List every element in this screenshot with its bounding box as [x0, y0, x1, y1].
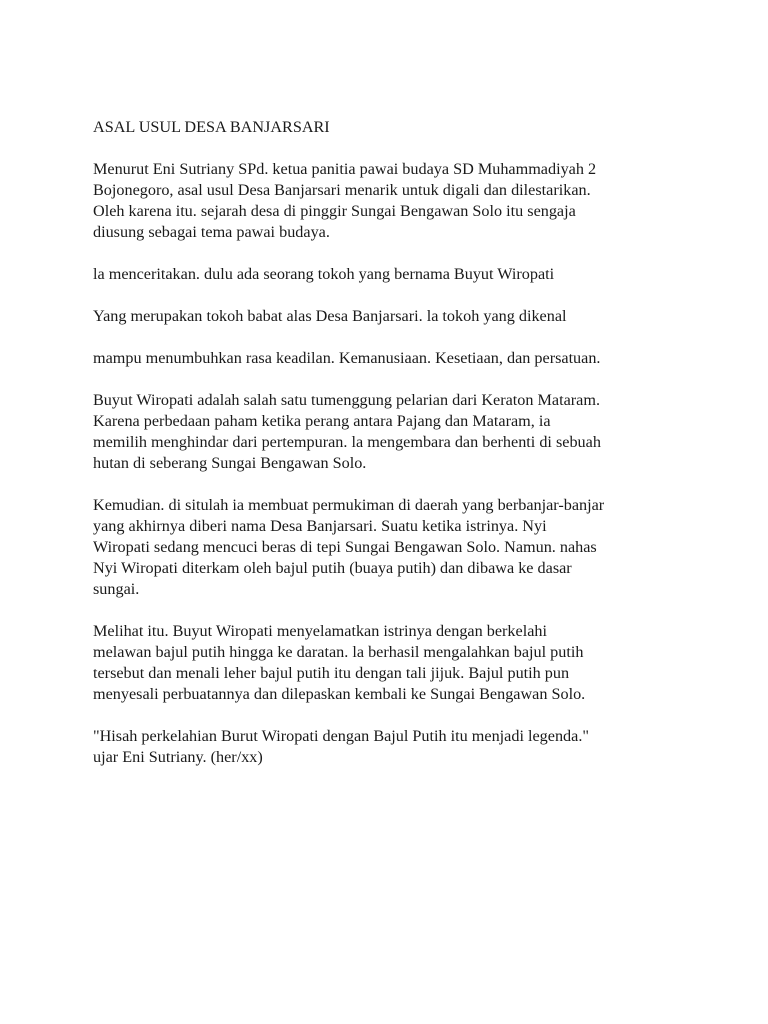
paragraph-line: Menurut Eni Sutriany SPd. ketua panitia pawai budaya SD Muhammadiyah 2	[93, 160, 597, 178]
paragraph-line: menyesali perbuatannya dan dilepaskan kembali ke Sungai Bengawan Solo.	[93, 685, 586, 703]
paragraph-line: memilih menghindar dari pertempuran. la mengembara dan berhenti di sebuah	[93, 433, 601, 451]
paragraph-line: yang akhirnya diberi nama Desa Banjarsari. Suatu ketika istrinya. Nyi	[93, 517, 547, 535]
paragraph-nilai	[93, 348, 693, 369]
paragraph-line: melawan bajul putih hingga ke daratan. la berhasil mengalahkan bajul putih	[93, 643, 584, 661]
paragraph-line: sungai.	[93, 580, 140, 598]
paragraph-intro	[93, 159, 693, 243]
paragraph-line: Karena perbedaan paham ketika perang antara Pajang dan Mataram, ia	[93, 412, 551, 430]
paragraph-tokoh	[93, 264, 693, 285]
paragraph-line: ujar Eni Sutriany. (her/xx)	[93, 748, 263, 766]
paragraph-tumenggung	[93, 390, 693, 474]
paragraph-babat-alas	[93, 306, 693, 327]
paragraph-line: Bojonegoro, asal usul Desa Banjarsari menarik untuk digali dan dilestarikan.	[93, 181, 591, 199]
paragraph-line: Oleh karena itu. sejarah desa di pinggir Sungai Bengawan Solo itu sengaja	[93, 202, 576, 220]
paragraph-line: Nyi Wiropati diterkam oleh bajul putih (buaya putih) dan dibawa ke dasar	[93, 559, 572, 577]
paragraph-permukiman	[93, 495, 693, 600]
paragraph-line: tersebut dan menali leher bajul putih itu dengan tali jijuk. Bajul putih pun	[93, 664, 570, 682]
paragraph-line: Melihat itu. Buyut Wiropati menyelamatkan istrinya dengan berkelahi	[93, 622, 547, 640]
paragraph-line: hutan di seberang Sungai Bengawan Solo.	[93, 454, 367, 472]
document-page	[93, 117, 693, 789]
paragraph-line: mampu menumbuhkan rasa keadilan. Kemanusiaan. Kesetiaan, dan persatuan.	[93, 349, 601, 367]
paragraph-line: "Hisah perkelahian Burut Wiropati dengan Bajul Putih itu menjadi legenda."	[93, 727, 589, 745]
paragraph-quote	[93, 726, 693, 768]
paragraph-line: Buyut Wiropati adalah salah satu tumenggung pelarian dari Keraton Mataram.	[93, 391, 600, 409]
paragraph-line: Kemudian. di situlah ia membuat permukiman di daerah yang berbanjar-banjar	[93, 496, 605, 514]
paragraph-perkelahian	[93, 621, 693, 705]
document-title: ASAL USUL DESA BANJARSARI	[93, 118, 330, 136]
paragraph-line: Yang merupakan tokoh babat alas Desa Banjarsari. la tokoh yang dikenal	[93, 307, 567, 325]
paragraph-line: Wiropati sedang mencuci beras di tepi Sungai Bengawan Solo. Namun. nahas	[93, 538, 597, 556]
paragraph-line: la menceritakan. dulu ada seorang tokoh yang bernama Buyut Wiropati	[93, 265, 555, 283]
paragraph-line: diusung sebagai tema pawai budaya.	[93, 223, 330, 241]
